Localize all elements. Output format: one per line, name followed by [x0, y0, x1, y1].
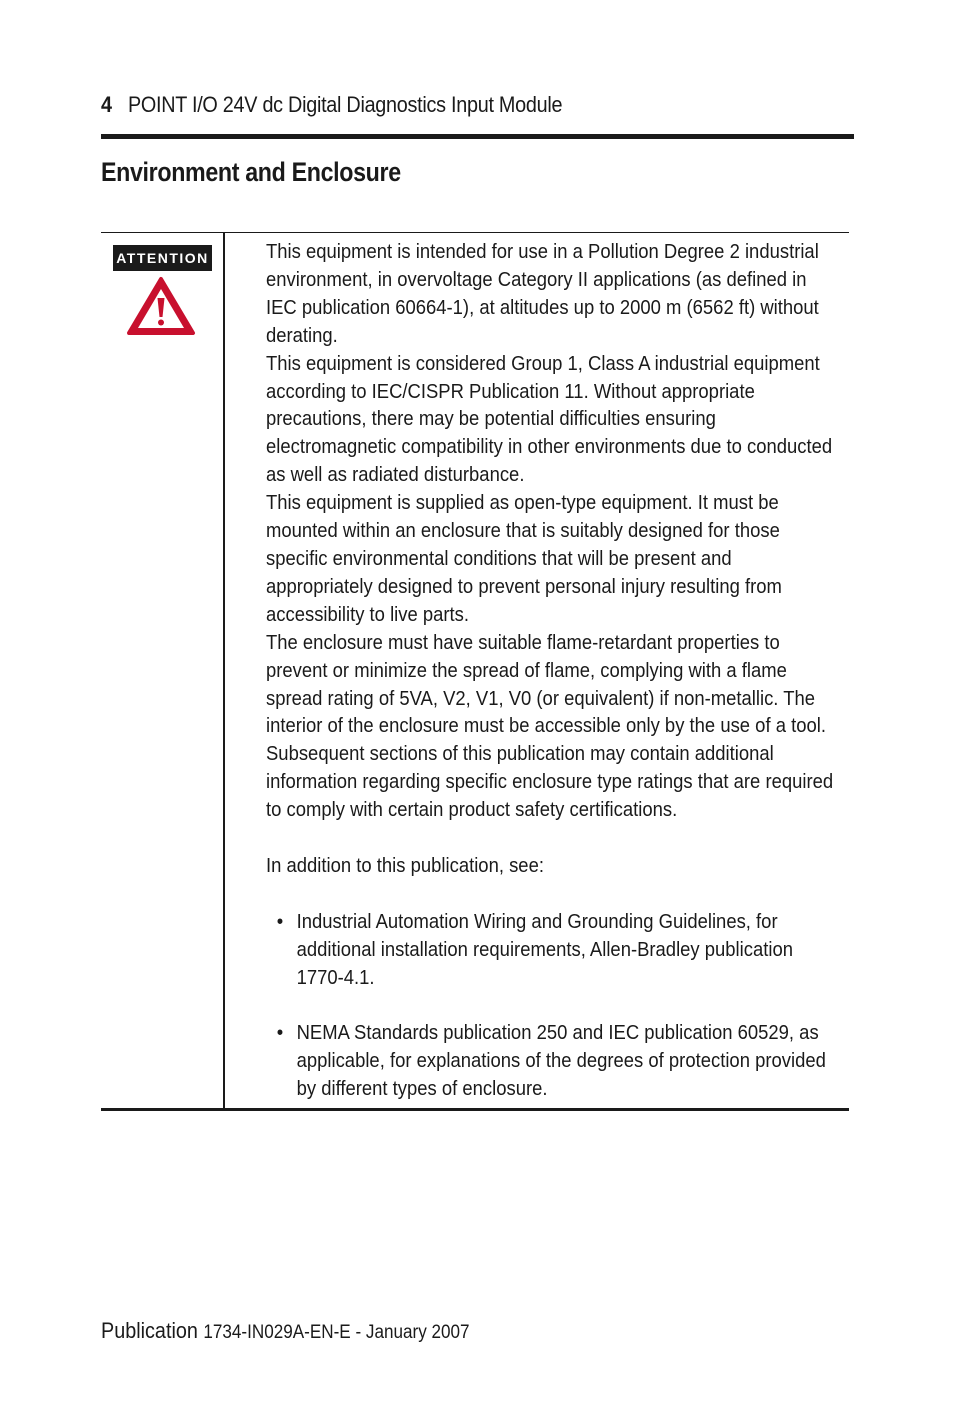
attention-box-divider [223, 233, 225, 1109]
paragraph-open-type: This equipment is supplied as open-type equipment. It must be mounted within an enclosure that is suitably designed for those specific environmental conditions that will be present and appropriately designed to prevent personal injury resulting from accessibility to live parts. [266, 491, 782, 626]
bullet-icon: • [276, 1021, 284, 1045]
see-also-intro: In addition to this publication, see: [266, 853, 544, 877]
publication-id: 1734-IN029A-EN-E - January 2007 [203, 1322, 470, 1343]
list-item [266, 908, 835, 992]
see-also-list [266, 908, 835, 1103]
list-item [266, 1019, 835, 1103]
attention-box-top-rule [101, 232, 849, 233]
header-rule [101, 134, 854, 139]
attention-box-bottom-rule [101, 1108, 849, 1111]
section-title: Environment and Enclosure [101, 157, 401, 187]
attention-content [266, 238, 835, 1103]
paragraph-flame-retardant: The enclosure must have suitable flame-retardant properties to prevent or minimize the spread of flame, complying with a flame spread rating of 5VA, V2, V1, V0 (or equivalent) if non-metallic. The interior of the enclosure must be accessible only by the use of a tool. Subsequent sections of this publication may contain additional information regarding specific enclosure type ratings that are required to comply with certain product safety certifications. [266, 630, 834, 822]
attention-badge: ATTENTION [113, 245, 212, 271]
paragraph-pollution-degree: This equipment is intended for use in a Pollution Degree 2 industrial environment, in overvoltage Category II applications (as defined in IEC publication 60664-1), at altitudes up to 2000 m (6562 ft) without derating. [266, 240, 819, 347]
document-title: POINT I/O 24V dc Digital Diagnostics Input Module [127, 92, 563, 117]
list-item-text: Industrial Automation Wiring and Grounding Guidelines, for additional installation requirements, Allen-Bradley publication 1770-4.1. [296, 909, 794, 989]
publication-footer [101, 1318, 470, 1344]
paragraph-group-class: This equipment is considered Group 1, Class A industrial equipment according to IEC/CISPR Publication 11. Without appropriate precautions, there may be potential difficulties ensuring electromagnetic compatibility in other environments due to conducted as well as radiated disturbance. [266, 351, 833, 487]
list-item-text: NEMA Standards publication 250 and IEC publication 60529, as applicable, for explanations of the degrees of protection provided by different types of enclosure. [296, 1021, 826, 1101]
footer-label: Publication [101, 1318, 198, 1343]
bullet-icon: • [276, 909, 284, 933]
running-header [101, 92, 562, 118]
page-number: 4 [101, 92, 112, 117]
warning-triangle-icon [126, 276, 196, 336]
